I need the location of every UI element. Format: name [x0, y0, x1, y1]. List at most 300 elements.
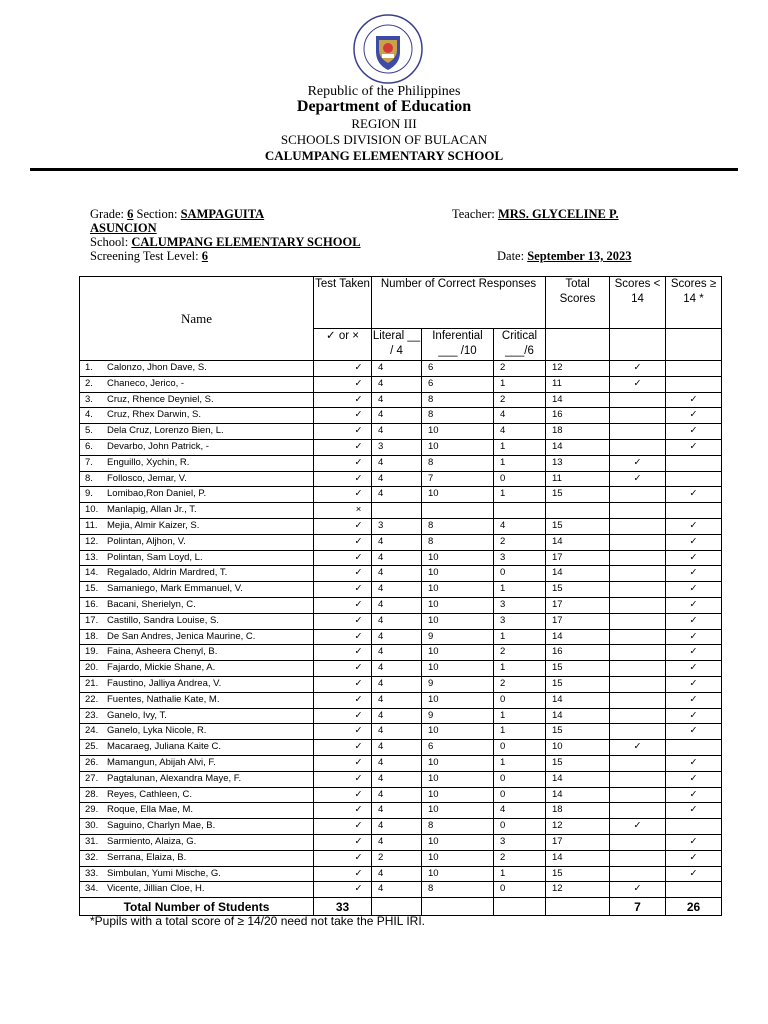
- test-taken-mark: ✓: [314, 376, 372, 392]
- student-name: [80, 566, 314, 582]
- row-name: Fajardo, Mickie Shane, A.: [107, 662, 216, 674]
- table-row: [80, 740, 722, 756]
- row-name: Mamangun, Abijah Alvi, F.: [107, 756, 216, 768]
- teacher-value: MRS. GLYCELINE P.: [497, 207, 619, 221]
- table-row: [80, 503, 722, 519]
- at-least-14-check: ✓: [666, 487, 722, 503]
- table-row: [80, 408, 722, 424]
- literal-score: 4: [372, 424, 422, 440]
- critical-score: 2: [494, 392, 546, 408]
- below-14-check: [610, 708, 666, 724]
- inferential-score: 8: [422, 534, 494, 550]
- total-score: 14: [546, 566, 610, 582]
- table-row: [80, 487, 722, 503]
- inferential-score: 10: [422, 787, 494, 803]
- at-least-14-check: [666, 503, 722, 519]
- student-name: [80, 613, 314, 629]
- row-name: Serrana, Elaiza, B.: [107, 851, 187, 863]
- table-row: [80, 455, 722, 471]
- col-header-check-or-x: ✓ or ×: [314, 329, 372, 361]
- student-name: [80, 661, 314, 677]
- row-name: Enguillo, Xychin, R.: [107, 456, 190, 468]
- below-14-check: [610, 645, 666, 661]
- table-row: [80, 771, 722, 787]
- literal-score: [372, 503, 422, 519]
- date-label: Date:: [497, 249, 525, 263]
- literal-score: 3: [372, 439, 422, 455]
- inferential-score: 10: [422, 834, 494, 850]
- student-name: [80, 803, 314, 819]
- col-header-name: Name: [80, 277, 314, 361]
- table-row: [80, 645, 722, 661]
- literal-score: 4: [372, 582, 422, 598]
- total-score: 14: [546, 692, 610, 708]
- literal-score: 4: [372, 376, 422, 392]
- critical-score: [494, 503, 546, 519]
- critical-score: 4: [494, 424, 546, 440]
- row-name: Chaneco, Jerico, -: [107, 377, 185, 389]
- critical-score: 1: [494, 724, 546, 740]
- row-number: 26.: [85, 756, 99, 768]
- republic-heading: Republic of the Philippines: [307, 84, 461, 99]
- table-row: [80, 376, 722, 392]
- critical-score: 1: [494, 866, 546, 882]
- level-line: [90, 249, 208, 263]
- student-name: [80, 882, 314, 898]
- row-number: 30.: [85, 820, 99, 832]
- inferential-score: 10: [422, 661, 494, 677]
- school-heading: CALUMPANG ELEMENTARY SCHOOL: [264, 148, 504, 163]
- student-name: [80, 376, 314, 392]
- at-least-14-check: ✓: [666, 550, 722, 566]
- inferential-score: 9: [422, 676, 494, 692]
- table-row: [80, 613, 722, 629]
- row-number: 9.: [85, 488, 93, 500]
- literal-score: 4: [372, 692, 422, 708]
- at-least-14-check: ✓: [666, 803, 722, 819]
- total-score: 14: [546, 392, 610, 408]
- row-name: Devarbo, John Patrick, -: [107, 440, 209, 452]
- student-name: [80, 424, 314, 440]
- row-name: Ganelo, Lyka Nicole, R.: [107, 725, 207, 737]
- teacher-line-cont: [90, 221, 157, 235]
- total-score: 17: [546, 597, 610, 613]
- col-header-total-blank: [546, 329, 610, 361]
- table-row: [80, 424, 722, 440]
- row-number: 20.: [85, 662, 99, 674]
- total-critical: [494, 898, 546, 916]
- table-row: [80, 550, 722, 566]
- row-name: Follosco, Jemar, V.: [107, 472, 187, 484]
- inferential-score: 8: [422, 518, 494, 534]
- critical-score: 0: [494, 882, 546, 898]
- test-taken-mark: ✓: [314, 740, 372, 756]
- critical-score: 3: [494, 613, 546, 629]
- at-least-14-check: ✓: [666, 866, 722, 882]
- total-score: 12: [546, 882, 610, 898]
- literal-score: 4: [372, 550, 422, 566]
- grade-label: Grade:: [90, 207, 125, 221]
- literal-score: 4: [372, 740, 422, 756]
- test-taken-mark: ✓: [314, 692, 372, 708]
- test-taken-mark: ✓: [314, 771, 372, 787]
- test-taken-mark: ✓: [314, 392, 372, 408]
- below-14-check: [610, 597, 666, 613]
- total-score: 15: [546, 676, 610, 692]
- table-row: [80, 582, 722, 598]
- literal-score: 4: [372, 834, 422, 850]
- at-least-14-check: ✓: [666, 834, 722, 850]
- table-row: [80, 597, 722, 613]
- literal-score: 4: [372, 724, 422, 740]
- below-14-check: [610, 582, 666, 598]
- at-least-14-check: [666, 361, 722, 377]
- at-least-14-check: [666, 376, 722, 392]
- inferential-score: 8: [422, 392, 494, 408]
- below-14-check: [610, 550, 666, 566]
- below-14-check: [610, 787, 666, 803]
- grade-section-line: [90, 207, 264, 221]
- critical-score: 3: [494, 597, 546, 613]
- total-score: 11: [546, 471, 610, 487]
- row-name: Manlapig, Allan Jr., T.: [107, 504, 197, 516]
- at-least-14-check: ✓: [666, 408, 722, 424]
- table-row: [80, 834, 722, 850]
- inferential-score: 10: [422, 424, 494, 440]
- row-number: 3.: [85, 393, 93, 405]
- table-row: [80, 629, 722, 645]
- inferential-score: 10: [422, 645, 494, 661]
- row-number: 5.: [85, 425, 93, 437]
- test-taken-mark: ✓: [314, 708, 372, 724]
- literal-score: 4: [372, 661, 422, 677]
- table-row: [80, 439, 722, 455]
- below-14-check: [610, 850, 666, 866]
- inferential-score: 10: [422, 439, 494, 455]
- test-taken-mark: ✓: [314, 803, 372, 819]
- table-row: [80, 392, 722, 408]
- literal-score: 4: [372, 455, 422, 471]
- col-header-ge14-blank: [666, 329, 722, 361]
- at-least-14-check: ✓: [666, 566, 722, 582]
- row-number: 33.: [85, 867, 99, 879]
- row-name: Macaraeg, Juliana Kaite C.: [107, 741, 222, 753]
- total-score: 18: [546, 424, 610, 440]
- literal-score: 4: [372, 803, 422, 819]
- student-name: [80, 645, 314, 661]
- row-name: Reyes, Cathleen, C.: [107, 788, 193, 800]
- total-score: 14: [546, 708, 610, 724]
- row-name: Faina, Asheera Chenyl, B.: [107, 646, 218, 658]
- total-score: 12: [546, 361, 610, 377]
- total-scores: [546, 898, 610, 916]
- row-name: Sarmiento, Alaiza, G.: [107, 835, 197, 847]
- row-number: 15.: [85, 583, 99, 595]
- at-least-14-check: ✓: [666, 692, 722, 708]
- row-name: Simbulan, Yumi Mische, G.: [107, 867, 221, 879]
- critical-score: 2: [494, 676, 546, 692]
- row-name: Faustino, Jalliya Andrea, V.: [107, 677, 222, 689]
- student-name: [80, 550, 314, 566]
- col-header-correct-responses: Number of Correct Responses: [372, 277, 546, 329]
- row-name: Dela Cruz, Lorenzo Bien, L.: [107, 425, 224, 437]
- inferential-score: 6: [422, 376, 494, 392]
- col-header-ge14: Scores ≥ 14 *: [666, 277, 722, 329]
- student-name: [80, 866, 314, 882]
- inferential-score: 10: [422, 566, 494, 582]
- region-heading: REGION III: [351, 116, 417, 131]
- literal-score: 4: [372, 408, 422, 424]
- table-row: [80, 866, 722, 882]
- below-14-check: [610, 613, 666, 629]
- student-name: [80, 787, 314, 803]
- inferential-score: 10: [422, 850, 494, 866]
- level-label: Screening Test Level:: [90, 249, 199, 263]
- critical-score: 2: [494, 361, 546, 377]
- below-14-check: [610, 439, 666, 455]
- critical-score: 4: [494, 803, 546, 819]
- literal-score: 4: [372, 392, 422, 408]
- total-score: 17: [546, 613, 610, 629]
- test-taken-mark: ✓: [314, 882, 372, 898]
- total-score: 14: [546, 787, 610, 803]
- inferential-score: 8: [422, 455, 494, 471]
- row-number: 2.: [85, 377, 93, 389]
- row-number: 31.: [85, 835, 99, 847]
- at-least-14-check: [666, 819, 722, 835]
- inferential-score: 10: [422, 771, 494, 787]
- total-score: 11: [546, 376, 610, 392]
- test-taken-mark: ✓: [314, 834, 372, 850]
- test-taken-mark: ✓: [314, 534, 372, 550]
- test-taken-mark: ✓: [314, 566, 372, 582]
- row-number: 19.: [85, 646, 99, 658]
- at-least-14-check: [666, 455, 722, 471]
- total-score: 18: [546, 803, 610, 819]
- section-label: Section:: [136, 207, 178, 221]
- below-14-check: ✓: [610, 819, 666, 835]
- total-score: 15: [546, 866, 610, 882]
- department-heading: Department of Education: [296, 98, 472, 115]
- total-taken: 33: [314, 898, 372, 916]
- critical-score: 0: [494, 771, 546, 787]
- total-score: 15: [546, 487, 610, 503]
- inferential-score: 8: [422, 819, 494, 835]
- row-number: 27.: [85, 772, 99, 784]
- inferential-score: 10: [422, 755, 494, 771]
- critical-score: 3: [494, 834, 546, 850]
- literal-score: 4: [372, 771, 422, 787]
- student-name: [80, 629, 314, 645]
- test-taken-mark: ✓: [314, 439, 372, 455]
- row-name: Castillo, Sandra Louise, S.: [107, 614, 219, 626]
- critical-score: 3: [494, 550, 546, 566]
- header-divider: [30, 168, 738, 171]
- total-score: 14: [546, 771, 610, 787]
- inferential-score: 7: [422, 471, 494, 487]
- inferential-score: 10: [422, 803, 494, 819]
- test-taken-mark: ✓: [314, 487, 372, 503]
- critical-score: 0: [494, 819, 546, 835]
- test-taken-mark: ✓: [314, 787, 372, 803]
- test-taken-mark: ✓: [314, 866, 372, 882]
- test-taken-mark: ✓: [314, 361, 372, 377]
- student-name: [80, 834, 314, 850]
- test-taken-mark: ✓: [314, 629, 372, 645]
- at-least-14-check: [666, 740, 722, 756]
- row-name: Pagtalunan, Alexandra Maye, F.: [107, 772, 242, 784]
- critical-score: 1: [494, 582, 546, 598]
- row-name: Fuentes, Nathalie Kate, M.: [107, 693, 220, 705]
- row-name: Saguino, Charlyn Mae, B.: [107, 820, 216, 832]
- col-header-lt14-blank: [610, 329, 666, 361]
- inferential-score: 9: [422, 708, 494, 724]
- row-number: 18.: [85, 630, 99, 642]
- critical-score: 0: [494, 740, 546, 756]
- school-line: [90, 235, 361, 249]
- total-lt14: 7: [610, 898, 666, 916]
- row-name: Roque, Ella Mae, M.: [107, 804, 194, 816]
- test-taken-mark: ✓: [314, 661, 372, 677]
- literal-score: 4: [372, 882, 422, 898]
- critical-score: 1: [494, 455, 546, 471]
- row-number: 1.: [85, 362, 93, 373]
- critical-score: 0: [494, 692, 546, 708]
- division-heading: SCHOOLS DIVISION OF BULACAN: [280, 132, 488, 147]
- student-name: [80, 724, 314, 740]
- student-name: [80, 597, 314, 613]
- inferential-score: 10: [422, 582, 494, 598]
- student-name: [80, 439, 314, 455]
- table-row: [80, 708, 722, 724]
- table-row: [80, 850, 722, 866]
- literal-score: 4: [372, 597, 422, 613]
- literal-score: 2: [372, 850, 422, 866]
- level-value: 6: [201, 249, 208, 263]
- literal-score: 4: [372, 787, 422, 803]
- below-14-check: [610, 534, 666, 550]
- row-name: Lomibao,Ron Daniel, P.: [107, 488, 207, 500]
- at-least-14-check: ✓: [666, 613, 722, 629]
- inferential-score: 10: [422, 613, 494, 629]
- total-score: 14: [546, 534, 610, 550]
- table-row: [80, 803, 722, 819]
- footnote: *Pupils with a total score of ≥ 14/20 need not take the PHIL IRI.: [90, 914, 425, 928]
- critical-score: 1: [494, 487, 546, 503]
- critical-score: 2: [494, 645, 546, 661]
- row-name: Cruz, Rhence Deyniel, S.: [107, 393, 214, 405]
- at-least-14-check: ✓: [666, 597, 722, 613]
- student-name: [80, 771, 314, 787]
- test-taken-mark: ✓: [314, 518, 372, 534]
- test-taken-mark: ✓: [314, 676, 372, 692]
- row-number: 7.: [85, 456, 93, 468]
- at-least-14-check: ✓: [666, 724, 722, 740]
- total-score: 17: [546, 834, 610, 850]
- col-header-total: Total Scores: [546, 277, 610, 329]
- row-name: Cruz, Rhex Darwin, S.: [107, 409, 201, 421]
- student-name: [80, 819, 314, 835]
- col-header-lt14: Scores < 14: [610, 277, 666, 329]
- at-least-14-check: ✓: [666, 676, 722, 692]
- total-label: Total Number of Students: [80, 898, 314, 916]
- inferential-score: 10: [422, 866, 494, 882]
- student-name: [80, 534, 314, 550]
- below-14-check: ✓: [610, 740, 666, 756]
- below-14-check: [610, 692, 666, 708]
- school-label: School:: [90, 235, 129, 249]
- below-14-check: ✓: [610, 882, 666, 898]
- total-score: 15: [546, 724, 610, 740]
- section-value: SAMPAGUITA: [180, 207, 265, 221]
- row-number: 22.: [85, 693, 99, 705]
- row-name: De San Andres, Jenica Maurine, C.: [107, 630, 256, 642]
- row-number: 8.: [85, 472, 93, 484]
- test-taken-mark: ✓: [314, 471, 372, 487]
- below-14-check: [610, 566, 666, 582]
- student-name: [80, 518, 314, 534]
- total-score: 12: [546, 819, 610, 835]
- inferential-score: 10: [422, 692, 494, 708]
- row-number: 34.: [85, 883, 99, 895]
- test-taken-mark: ✓: [314, 424, 372, 440]
- critical-score: 0: [494, 787, 546, 803]
- literal-score: 4: [372, 613, 422, 629]
- literal-score: 4: [372, 819, 422, 835]
- table-row: [80, 819, 722, 835]
- literal-score: 4: [372, 566, 422, 582]
- below-14-check: [610, 866, 666, 882]
- student-name: [80, 676, 314, 692]
- critical-score: 4: [494, 408, 546, 424]
- below-14-check: [610, 487, 666, 503]
- screening-table: [79, 276, 722, 916]
- literal-score: 4: [372, 629, 422, 645]
- below-14-check: [610, 392, 666, 408]
- critical-score: 0: [494, 471, 546, 487]
- test-taken-mark: ✓: [314, 408, 372, 424]
- at-least-14-check: ✓: [666, 771, 722, 787]
- critical-score: 0: [494, 566, 546, 582]
- table-row: [80, 692, 722, 708]
- test-taken-mark: ✓: [314, 645, 372, 661]
- col-header-literal: Literal __ / 4: [372, 329, 422, 361]
- test-taken-mark: ×: [314, 503, 372, 519]
- below-14-check: [610, 661, 666, 677]
- below-14-check: [610, 755, 666, 771]
- critical-score: 2: [494, 534, 546, 550]
- table-row: [80, 724, 722, 740]
- test-taken-mark: ✓: [314, 582, 372, 598]
- row-name: Polintan, Aljhon, V.: [107, 535, 186, 547]
- below-14-check: [610, 629, 666, 645]
- total-literal: [372, 898, 422, 916]
- test-taken-mark: ✓: [314, 755, 372, 771]
- critical-score: 1: [494, 629, 546, 645]
- inferential-score: 8: [422, 408, 494, 424]
- literal-score: 3: [372, 518, 422, 534]
- inferential-score: 9: [422, 629, 494, 645]
- date-value: September 13, 2023: [527, 249, 632, 263]
- student-name: [80, 755, 314, 771]
- test-taken-mark: ✓: [314, 819, 372, 835]
- critical-score: 4: [494, 518, 546, 534]
- col-header-critical: Critical ___/6: [494, 329, 546, 361]
- below-14-check: ✓: [610, 455, 666, 471]
- at-least-14-check: ✓: [666, 534, 722, 550]
- at-least-14-check: ✓: [666, 708, 722, 724]
- below-14-check: [610, 724, 666, 740]
